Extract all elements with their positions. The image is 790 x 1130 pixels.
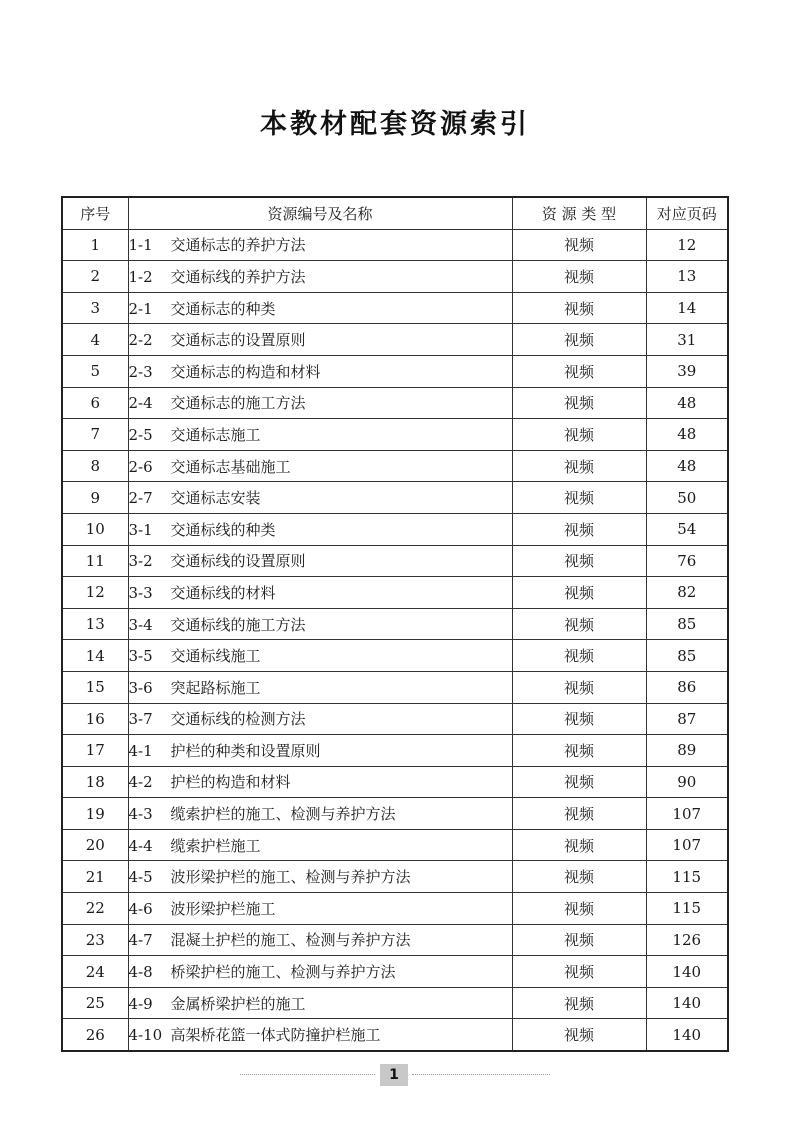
page-ref: 48 <box>646 387 728 419</box>
table-row <box>62 829 728 861</box>
resource-code: 4-7 <box>128 931 153 950</box>
resource-name: 交通标志的种类 <box>170 299 276 318</box>
table-row <box>62 324 728 356</box>
table-row <box>62 355 728 387</box>
page-ref: 39 <box>646 355 728 387</box>
row-number: 17 <box>62 735 128 767</box>
resource-cell <box>128 261 512 293</box>
table-row <box>62 798 728 830</box>
resource-type: 视频 <box>512 324 646 356</box>
table-row <box>62 513 728 545</box>
resource-type: 视频 <box>512 450 646 482</box>
row-number: 16 <box>62 703 128 735</box>
resource-cell <box>128 1019 512 1051</box>
resource-cell <box>128 292 512 324</box>
resource-name: 交通标志基础施工 <box>170 457 291 476</box>
resource-name: 交通标线的设置原则 <box>170 552 306 571</box>
resource-type: 视频 <box>512 355 646 387</box>
resource-cell <box>128 545 512 577</box>
resource-type: 视频 <box>512 545 646 577</box>
row-number: 24 <box>62 956 128 988</box>
resource-cell <box>128 482 512 514</box>
resource-type: 视频 <box>512 482 646 514</box>
resource-code: 4-8 <box>128 963 153 982</box>
resource-cell <box>128 987 512 1019</box>
resource-name: 突起路标施工 <box>170 678 261 697</box>
row-number: 18 <box>62 766 128 798</box>
page-ref: 48 <box>646 419 728 451</box>
resource-code: 4-10 <box>128 1026 163 1045</box>
resource-code: 2-6 <box>128 457 153 476</box>
resource-type: 视频 <box>512 924 646 956</box>
resource-code: 2-3 <box>128 362 153 381</box>
row-number: 4 <box>62 324 128 356</box>
row-number: 5 <box>62 355 128 387</box>
resource-name: 波形梁护栏施工 <box>170 899 276 918</box>
table-row <box>62 640 728 672</box>
resource-name: 波形梁护栏的施工、检测与养护方法 <box>170 868 411 887</box>
resource-type: 视频 <box>512 735 646 767</box>
resource-code: 3-7 <box>128 710 153 729</box>
table-row <box>62 419 728 451</box>
table-row <box>62 703 728 735</box>
page-title: 本教材配套资源索引 <box>260 109 530 140</box>
resource-type: 视频 <box>512 703 646 735</box>
resource-name: 交通标志安装 <box>170 489 261 508</box>
row-number: 26 <box>62 1019 128 1051</box>
resource-code: 2-2 <box>128 331 153 350</box>
row-number: 8 <box>62 450 128 482</box>
resource-type: 视频 <box>512 829 646 861</box>
table-row <box>62 450 728 482</box>
resource-type: 视频 <box>512 513 646 545</box>
row-number: 10 <box>62 513 128 545</box>
table-row <box>62 735 728 767</box>
page-ref: 107 <box>646 829 728 861</box>
table-row <box>62 987 728 1019</box>
page-ref: 12 <box>646 229 728 261</box>
resource-cell <box>128 513 512 545</box>
resource-cell <box>128 387 512 419</box>
page-ref: 115 <box>646 861 728 893</box>
resource-cell <box>128 956 512 988</box>
row-number: 23 <box>62 924 128 956</box>
resource-code: 4-2 <box>128 773 153 792</box>
header-resource-name: 资源编号及名称 <box>128 197 512 229</box>
resource-type: 视频 <box>512 798 646 830</box>
page-ref: 48 <box>646 450 728 482</box>
resource-code: 2-1 <box>128 299 153 318</box>
page-ref: 87 <box>646 703 728 735</box>
row-number: 9 <box>62 482 128 514</box>
table-row <box>62 229 728 261</box>
resource-name: 护栏的种类和设置原则 <box>170 741 321 760</box>
resource-type: 视频 <box>512 387 646 419</box>
resource-type: 视频 <box>512 640 646 672</box>
page-ref: 13 <box>646 261 728 293</box>
resource-type: 视频 <box>512 956 646 988</box>
resource-name: 交通标志施工 <box>170 425 261 444</box>
resource-code: 4-5 <box>128 868 153 887</box>
page-ref: 140 <box>646 987 728 1019</box>
page-ref: 115 <box>646 893 728 925</box>
row-number: 20 <box>62 829 128 861</box>
table-row <box>62 292 728 324</box>
resource-type: 视频 <box>512 229 646 261</box>
resource-type: 视频 <box>512 419 646 451</box>
table-row <box>62 608 728 640</box>
resource-code: 3-2 <box>128 552 153 571</box>
page-ref: 85 <box>646 640 728 672</box>
resource-code: 3-3 <box>128 583 153 602</box>
resource-cell <box>128 703 512 735</box>
page-ref: 76 <box>646 545 728 577</box>
resource-name: 交通标线的检测方法 <box>170 710 306 729</box>
row-number: 12 <box>62 577 128 609</box>
table-header-row <box>62 197 728 229</box>
resource-cell <box>128 608 512 640</box>
resource-name: 高架桥花篮一体式防撞护栏施工 <box>170 1026 381 1045</box>
resource-type: 视频 <box>512 261 646 293</box>
page-ref: 31 <box>646 324 728 356</box>
row-number: 3 <box>62 292 128 324</box>
footer-rule-left <box>240 1074 375 1075</box>
row-number: 21 <box>62 861 128 893</box>
table-row <box>62 261 728 293</box>
table-body <box>62 229 728 1051</box>
resource-cell <box>128 577 512 609</box>
table-row <box>62 1019 728 1051</box>
resource-name: 交通标线的养护方法 <box>170 267 306 286</box>
page-ref: 82 <box>646 577 728 609</box>
resource-name: 桥梁护栏的施工、检测与养护方法 <box>170 963 396 982</box>
resource-name: 交通标线的种类 <box>170 520 276 539</box>
table-row <box>62 924 728 956</box>
resource-cell <box>128 450 512 482</box>
header-resource-type: 资 源 类 型 <box>512 197 646 229</box>
resource-code: 4-3 <box>128 805 153 824</box>
resource-code: 4-4 <box>128 836 153 855</box>
resource-type: 视频 <box>512 608 646 640</box>
page-ref: 85 <box>646 608 728 640</box>
page-ref: 89 <box>646 735 728 767</box>
footer-rule-right <box>412 1074 550 1075</box>
row-number: 22 <box>62 893 128 925</box>
page-ref: 50 <box>646 482 728 514</box>
resource-cell <box>128 324 512 356</box>
resource-cell <box>128 355 512 387</box>
resource-name: 交通标志的养护方法 <box>170 236 306 255</box>
resource-type: 视频 <box>512 577 646 609</box>
table-row <box>62 671 728 703</box>
resource-cell <box>128 671 512 703</box>
resource-type: 视频 <box>512 861 646 893</box>
row-number: 19 <box>62 798 128 830</box>
resource-cell <box>128 798 512 830</box>
table-row <box>62 893 728 925</box>
page-ref: 14 <box>646 292 728 324</box>
resource-name: 缆索护栏的施工、检测与养护方法 <box>170 805 396 824</box>
resource-cell <box>128 924 512 956</box>
resource-code: 2-7 <box>128 489 153 508</box>
resource-type: 视频 <box>512 766 646 798</box>
resource-cell <box>128 735 512 767</box>
resource-name: 混凝土护栏的施工、检测与养护方法 <box>170 931 411 950</box>
table-row <box>62 577 728 609</box>
table-row <box>62 766 728 798</box>
resource-cell <box>128 640 512 672</box>
row-number: 7 <box>62 419 128 451</box>
table-row <box>62 387 728 419</box>
row-number: 11 <box>62 545 128 577</box>
page-footer <box>240 1064 550 1086</box>
resource-code: 3-4 <box>128 615 153 634</box>
resource-cell <box>128 829 512 861</box>
resource-cell <box>128 893 512 925</box>
page-ref: 126 <box>646 924 728 956</box>
page-ref: 90 <box>646 766 728 798</box>
row-number: 6 <box>62 387 128 419</box>
resource-cell <box>128 229 512 261</box>
row-number: 13 <box>62 608 128 640</box>
page-ref: 107 <box>646 798 728 830</box>
row-number: 14 <box>62 640 128 672</box>
resource-code: 3-6 <box>128 678 153 697</box>
resource-name: 缆索护栏施工 <box>170 836 261 855</box>
resource-code: 4-6 <box>128 899 153 918</box>
resource-name: 交通标线的施工方法 <box>170 615 306 634</box>
table-row <box>62 956 728 988</box>
resource-name: 交通标志的设置原则 <box>170 331 306 350</box>
resource-code: 4-1 <box>128 741 153 760</box>
resource-name: 护栏的构造和材料 <box>170 773 291 792</box>
page-ref: 140 <box>646 956 728 988</box>
resource-type: 视频 <box>512 292 646 324</box>
resource-code: 2-4 <box>128 394 153 413</box>
header-page: 对应页码 <box>646 197 728 229</box>
resource-type: 视频 <box>512 671 646 703</box>
resource-cell <box>128 419 512 451</box>
page-ref: 140 <box>646 1019 728 1051</box>
resource-name: 交通标志的构造和材料 <box>170 362 321 381</box>
resource-code: 1-2 <box>128 267 153 286</box>
resource-type: 视频 <box>512 1019 646 1051</box>
resource-type: 视频 <box>512 987 646 1019</box>
row-number: 1 <box>62 229 128 261</box>
resource-cell <box>128 861 512 893</box>
resource-name: 交通标志的施工方法 <box>170 394 306 413</box>
table-row <box>62 861 728 893</box>
resource-index-table <box>61 196 729 1052</box>
row-number: 2 <box>62 261 128 293</box>
row-number: 15 <box>62 671 128 703</box>
resource-name: 金属桥梁护栏的施工 <box>170 994 306 1013</box>
page-ref: 86 <box>646 671 728 703</box>
header-number: 序号 <box>62 197 128 229</box>
resource-name: 交通标线的材料 <box>170 583 276 602</box>
page-number: 1 <box>380 1064 408 1086</box>
resource-code: 1-1 <box>128 236 153 255</box>
row-number: 25 <box>62 987 128 1019</box>
table-row <box>62 545 728 577</box>
resource-type: 视频 <box>512 893 646 925</box>
resource-code: 2-5 <box>128 425 153 444</box>
table-row <box>62 482 728 514</box>
resource-code: 3-1 <box>128 520 153 539</box>
resource-cell <box>128 766 512 798</box>
resource-code: 3-5 <box>128 647 153 666</box>
resource-name: 交通标线施工 <box>170 647 261 666</box>
resource-code: 4-9 <box>128 994 153 1013</box>
page-ref: 54 <box>646 513 728 545</box>
